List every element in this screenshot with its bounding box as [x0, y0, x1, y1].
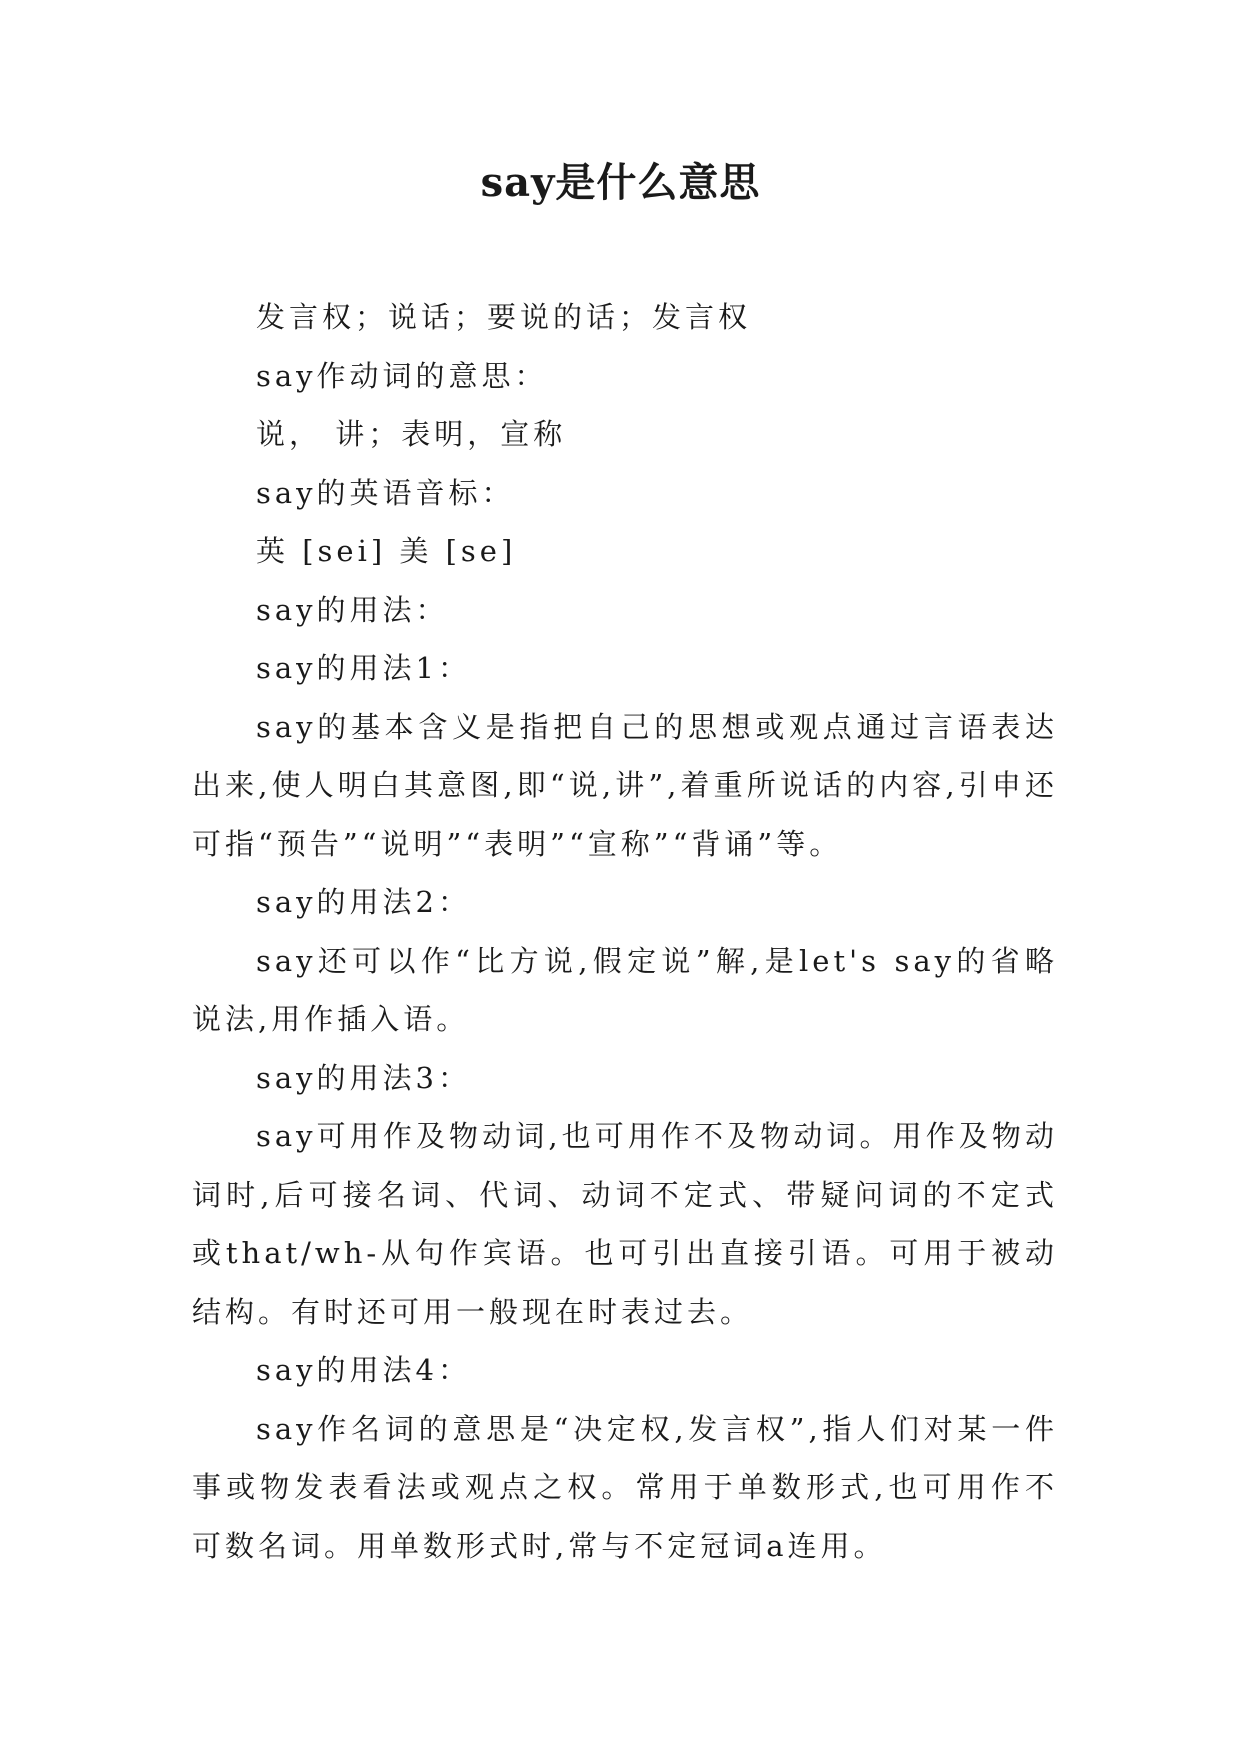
document-title: say是什么意思	[480, 159, 761, 206]
paragraph-usage-1: say的基本含义是指把自己的思想或观点通过言语表达出来,使人明白其意图,即“说,讲”,着重所说话的内容,引申还可指“预告”“说明”“表明”“宣称”“背诵”等。	[192, 709, 1058, 861]
paragraph-verb-meaning-heading: say作动词的意思：	[256, 358, 548, 393]
paragraph-usage-2-heading: say的用法2：	[256, 885, 472, 919]
document-body	[192, 288, 1058, 1575]
paragraph-usage-4: say作名词的意思是“决定权,发言权”,指人们对某一件事或物发表看法或观点之权。常用于单数形式,也可用作不可数名词。用单数形式时,常与不定冠词a连用。	[192, 1411, 1058, 1563]
paragraph-usage-3: say可用作及物动词,也可用作不及物动词。用作及物动词时,后可接名词、代词、动词不定式、带疑问词的不定式或that/wh-从句作宾语。也可引出直接引语。可用于被动结构。有时还可用一般现在时表过去。	[192, 1119, 1058, 1329]
paragraph-usage-2: say还可以作“比方说,假定说”解,是let's say的省略说法,用作插入语。	[192, 943, 1058, 1036]
paragraph-usage-heading: say的用法：	[256, 592, 449, 627]
paragraph-verb-meaning: 说， 讲；表明，宣称	[256, 417, 567, 451]
paragraph-usage-4-heading: say的用法4：	[256, 1353, 472, 1387]
paragraph-definition: 发言权；说话；要说的话；发言权	[256, 300, 752, 334]
paragraph-usage-3-heading: say的用法3：	[256, 1060, 472, 1095]
paragraph-phonetic: 英 [sei] 美 [se]	[256, 534, 517, 568]
paragraph-usage-1-heading: say的用法1：	[256, 651, 472, 685]
paragraph-phonetic-heading: say的英语音标：	[256, 475, 515, 510]
